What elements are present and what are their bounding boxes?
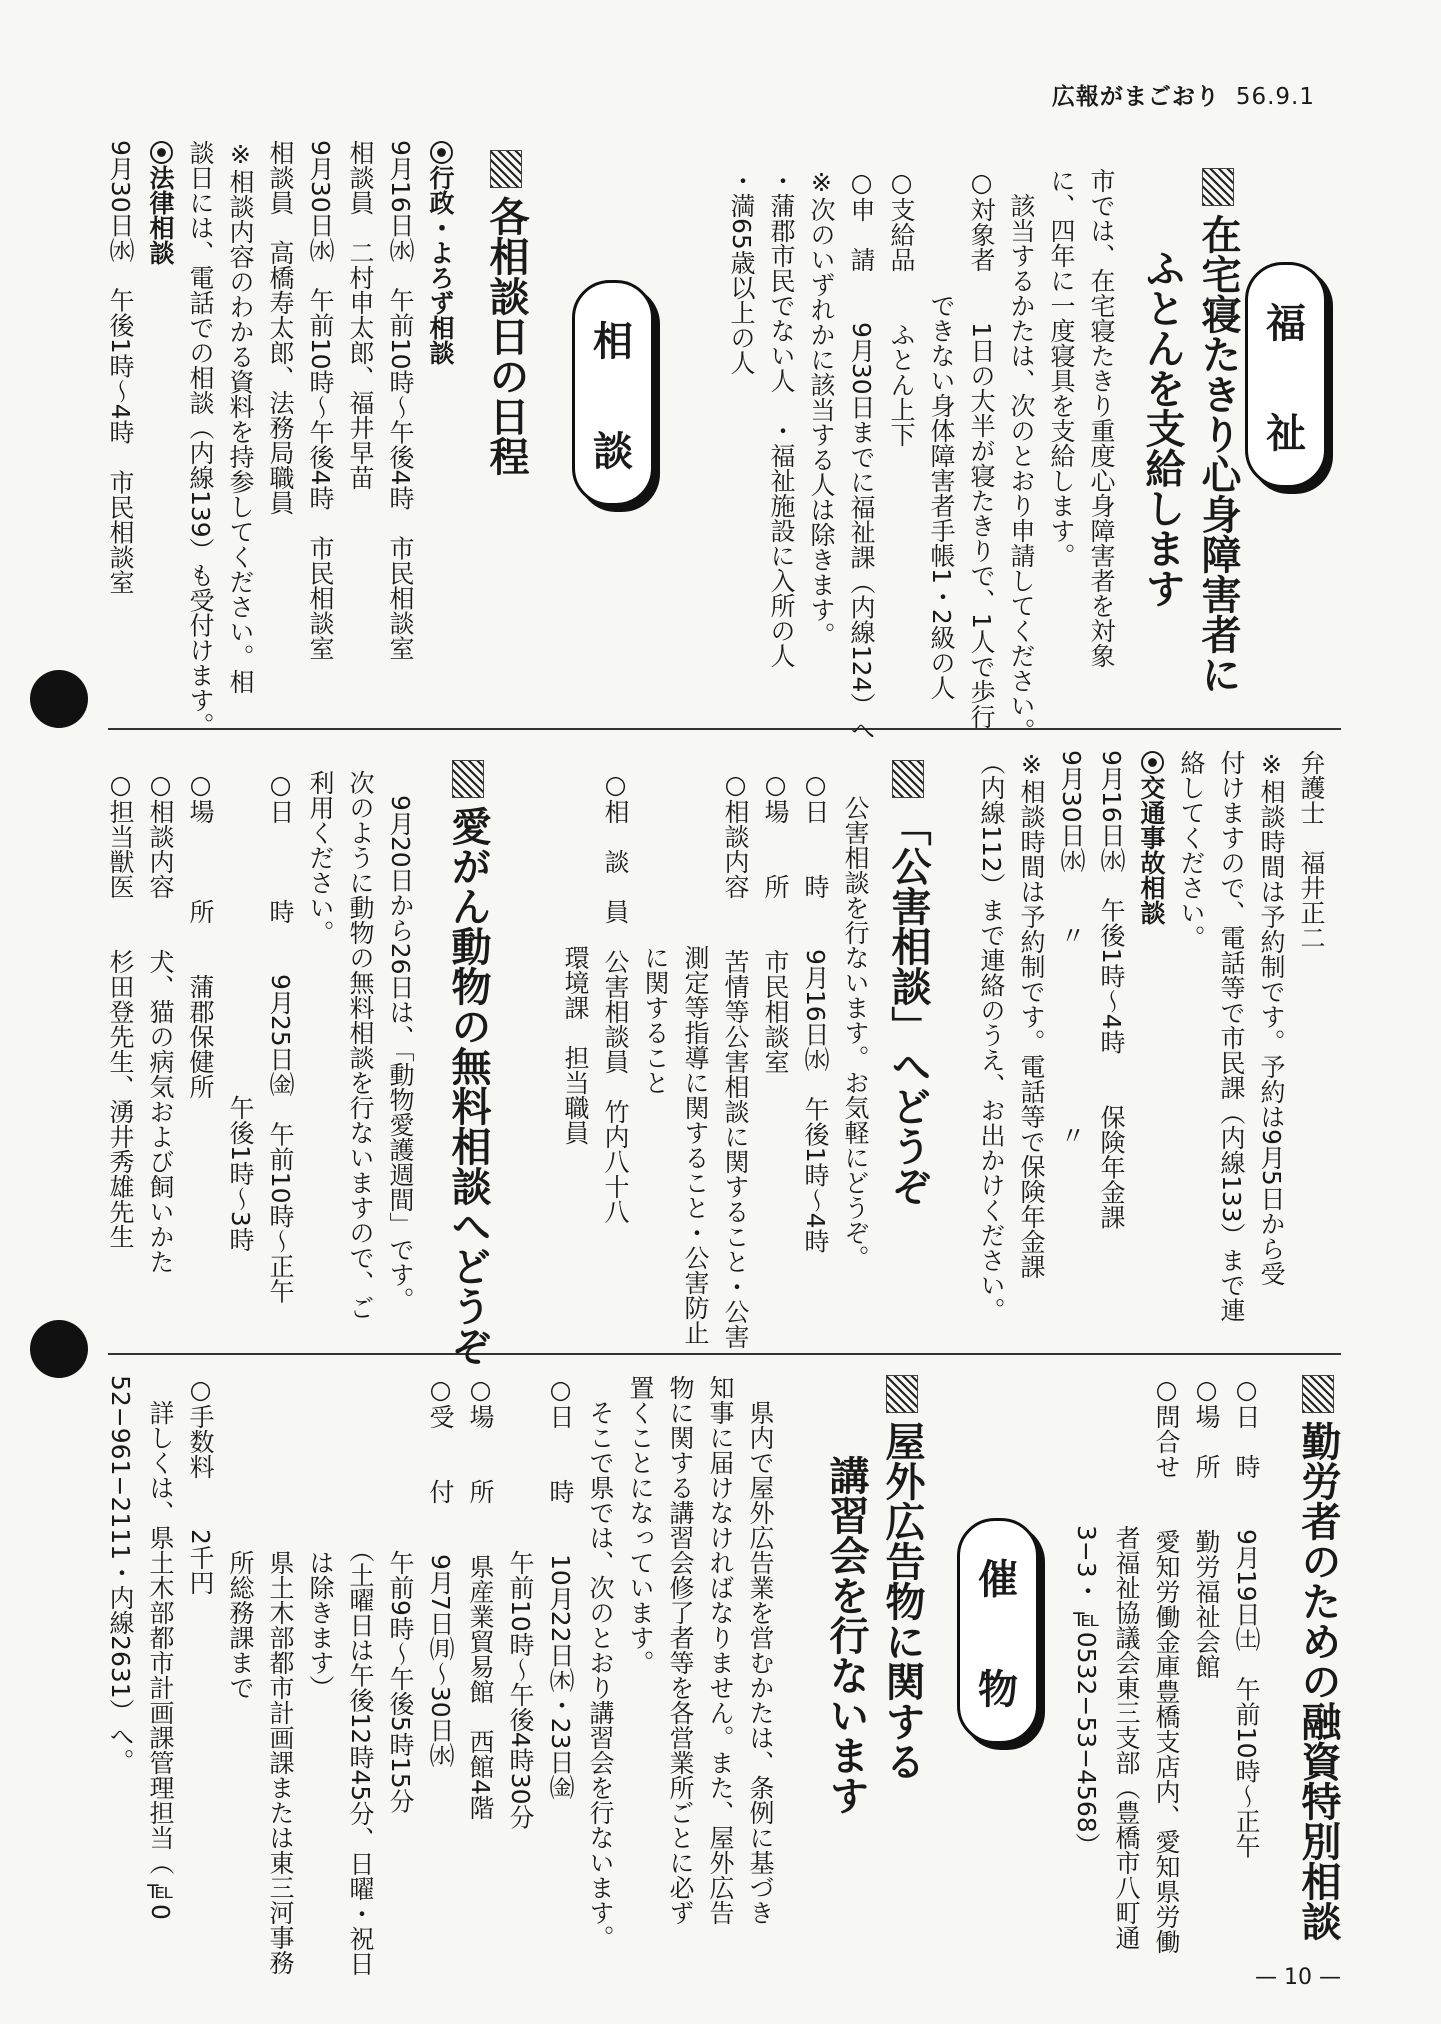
consult-line: ※相談時間は予約制です。予約は9月5日から受	[1257, 750, 1286, 1286]
pollution-title: 「公害相談」へどうぞ	[880, 760, 936, 1340]
consult-line: 9月30日㈬ 〃 〃	[1057, 750, 1086, 1148]
welfare-line: ・蒲郡市民でない人 ・福祉施設に入所の人	[767, 168, 796, 668]
pollution-line: ○日 時 9月16日㈬ 午後1時〜4時	[801, 770, 830, 1254]
workers-body	[1066, 1375, 1266, 1965]
pets-body	[100, 770, 420, 1340]
ads-line: 置くことになっています。	[626, 1375, 655, 1675]
welfare-title-line-1: 在宅寝たきり心身障害者に	[1195, 214, 1241, 694]
pets-line: ○相談内容 犬、猫の病気および飼いかた	[146, 770, 175, 1274]
ads-line: 所総務課まで	[226, 1375, 255, 1700]
ads-line: 詳しくは、県土木部都市計画課管理担当（℡0	[146, 1375, 175, 1920]
page-header	[1052, 78, 1315, 111]
ads-line: 物に関する講習会修了者等を各営業所ごとに必ず	[666, 1375, 695, 1925]
consult-body	[100, 140, 460, 738]
welfare-line: ・満65歳以上の人	[727, 168, 756, 375]
welfare-title	[1134, 168, 1246, 708]
welfare-line: ○対象者 1日の大半が寝たきりで、1人で歩行	[967, 168, 996, 729]
consult-line: （内線112）まで連絡のうえ、お出かけください。	[977, 750, 1006, 1323]
label-consult	[572, 280, 654, 506]
section-divider-bottom	[108, 1353, 1341, 1355]
consult-line: 9月16日㈬ 午前10時〜午後4時 市民相談室	[386, 140, 415, 661]
pets-title: 愛がん動物の無料相談へどうぞ	[440, 760, 496, 1340]
ads-line: 知事に届けなければなりません。また、屋外広告	[706, 1375, 735, 1925]
ads-line: 県土木部都市計画課または東三河事務	[266, 1375, 295, 1975]
pets-line: ○日 時 9月25日㈮ 午前10時〜正午	[266, 770, 295, 1304]
consult-line: 9月30日㈬ 午後1時〜4時 市民相談室	[106, 140, 135, 595]
ads-line: 52−961−2111・内線2631）へ。	[106, 1375, 135, 1774]
heading-hatch-mark	[452, 760, 484, 798]
welfare-line: ○支給品 ふとん上下	[887, 168, 916, 447]
ads-line: 午前9時〜午後5時15分	[386, 1375, 415, 1814]
ads-line: 午前10時〜午後4時30分	[506, 1375, 535, 1830]
ads-line: ○日 時 10月22日㈭・23日㈮	[546, 1375, 575, 1800]
pets-line: ○担当獣医 杉田登先生、湧井秀雄先生	[106, 770, 135, 1249]
label-events-char-2: 物	[978, 1666, 1018, 1713]
label-welfare-char-1: 福	[1266, 300, 1306, 347]
consult-line: 相談員 高橋寿太郎、法務局職員	[266, 140, 295, 515]
welfare-line: ○申 請 9月30日までに福祉課（内線124）へ	[847, 168, 876, 743]
welfare-line: ※次のいずれかに該当する人は除きます。	[807, 168, 836, 647]
consult-subheading: ⦿法律相談	[146, 140, 175, 266]
page-number: — 10 —	[1255, 1965, 1341, 1990]
consult-continued	[971, 750, 1331, 1340]
consult-line: 談日には、電話での相談（内線139）も受付けます。	[186, 140, 215, 738]
label-welfare	[1245, 262, 1327, 488]
ads-line: （土曜日は午後12時45分、日曜・祝日	[346, 1375, 375, 1977]
pets-line: 午後1時〜3時	[226, 770, 255, 1252]
pollution-line: 環境課 担当職員	[561, 770, 590, 1145]
pets-line: 次のように動物の無料相談を行ないますので、ご	[346, 770, 375, 1320]
ads-title-line-1: 屋外広告物に関する	[879, 1421, 925, 1781]
ads-line: ○受 付 9月7日㈪〜30日㈬	[426, 1375, 455, 1768]
label-events	[957, 1518, 1039, 1744]
ads-title	[818, 1375, 930, 1965]
pets-line: ○場 所 蒲郡保健所	[186, 770, 215, 1099]
ads-line: そこで県では、次のとおり講習会を行ないます。	[586, 1375, 615, 1950]
ads-line: は除きます）	[306, 1375, 335, 1700]
heading-hatch-mark	[892, 760, 924, 798]
newsletter-name: 広報がまごおり	[1051, 84, 1220, 110]
welfare-line: に、四年に一度寝具を支給します。	[1047, 168, 1076, 568]
punch-hole-top	[30, 670, 88, 728]
consult-line: 9月30日㈬ 午前10時〜午後4時 市民相談室	[306, 140, 335, 661]
consult-subheading: ⦿行政・よろず相談	[426, 140, 455, 366]
punch-hole-bottom	[30, 1320, 88, 1378]
pets-line: 9月20日から26日は、「動物愛護週間」です。	[386, 770, 415, 1313]
welfare-line: できない身体障害者手帳1・2級の人	[927, 168, 956, 700]
ads-line: ○場 所 県産業貿易館 西館4階	[466, 1375, 495, 1820]
consult-subheading: ⦿交通事故相談	[1137, 750, 1166, 926]
consult-line: 弁護士 福井正二	[1297, 750, 1326, 950]
ads-line: 県内で屋外広告業を営むかたは、条例に基づき	[746, 1375, 775, 1925]
pollution-line: 測定等指導に関すること・公害防止	[681, 770, 710, 1345]
pets-line: 利用ください。	[306, 770, 335, 945]
label-consult-char-1: 相	[593, 318, 633, 365]
consult-line: ※相談時間は予約制です。電話等で保険年金課	[1017, 750, 1046, 1279]
pollution-line: 公害相談を行ないます。お気軽にどうぞ。	[841, 770, 870, 1270]
consult-line: ※相談内容のわかる資料を持参してください。相	[226, 140, 255, 694]
heading-hatch-mark	[490, 150, 522, 188]
workers-line: 3−3・℡0532−53−4568）	[1072, 1375, 1101, 1858]
welfare-title-line-2: ふとんを支給します	[1139, 168, 1185, 608]
consult-title: 各相談日の日程	[478, 150, 534, 710]
workers-line: ○日 時 9月19日㈯ 午前10時〜正午	[1232, 1375, 1261, 1859]
ads-body	[100, 1375, 780, 1977]
label-events-char-1: 催	[978, 1556, 1018, 1603]
section-divider-top	[108, 728, 1341, 730]
pollution-line: に関すること	[641, 770, 670, 1095]
workers-line: 者福祉協議会東三支部（豊橋市八町通	[1112, 1375, 1141, 1950]
ads-line: ○手数料 2千円	[186, 1375, 215, 1595]
workers-title: 勤労者のための融資特別相談	[1290, 1375, 1346, 1965]
workers-line: ○場 所 勤労福祉会館	[1192, 1375, 1221, 1679]
welfare-line: 該当するかたは、次のとおり申請してください。	[1007, 168, 1036, 743]
welfare-body	[721, 168, 1121, 743]
welfare-line: 市では、在宅寝たきり重度心身障害者を対象	[1087, 168, 1116, 668]
pollution-line: ○相談内容 苦情等公害相談に関すること・公害	[721, 770, 750, 1349]
heading-hatch-mark	[1202, 168, 1234, 206]
pollution-line: ○相 談 員 公害相談員 竹内八十八	[601, 770, 630, 1224]
heading-hatch-mark	[1302, 1375, 1334, 1413]
label-consult-char-2: 談	[593, 428, 633, 475]
consult-line: 絡してください。	[1177, 750, 1206, 950]
pollution-body	[555, 770, 875, 1349]
issue-date: 56.9.1	[1235, 84, 1315, 110]
ads-title-line-2: 講習会を行ないます	[823, 1375, 869, 1815]
workers-line: ○問合せ 愛知労働金庫豊橋支店内、愛知県労働	[1152, 1375, 1181, 1954]
consult-line: 付けますので、電話等で市民課（内線133）まで連	[1217, 750, 1246, 1323]
pollution-line: ○場 所 市民相談室	[761, 770, 790, 1074]
consult-line: 相談員 二村申太郎、福井早苗	[346, 140, 375, 490]
heading-hatch-mark	[886, 1375, 918, 1413]
label-welfare-char-2: 祉	[1266, 410, 1306, 457]
consult-line: 9月16日㈬ 午後1時〜4時 保険年金課	[1097, 750, 1126, 1230]
